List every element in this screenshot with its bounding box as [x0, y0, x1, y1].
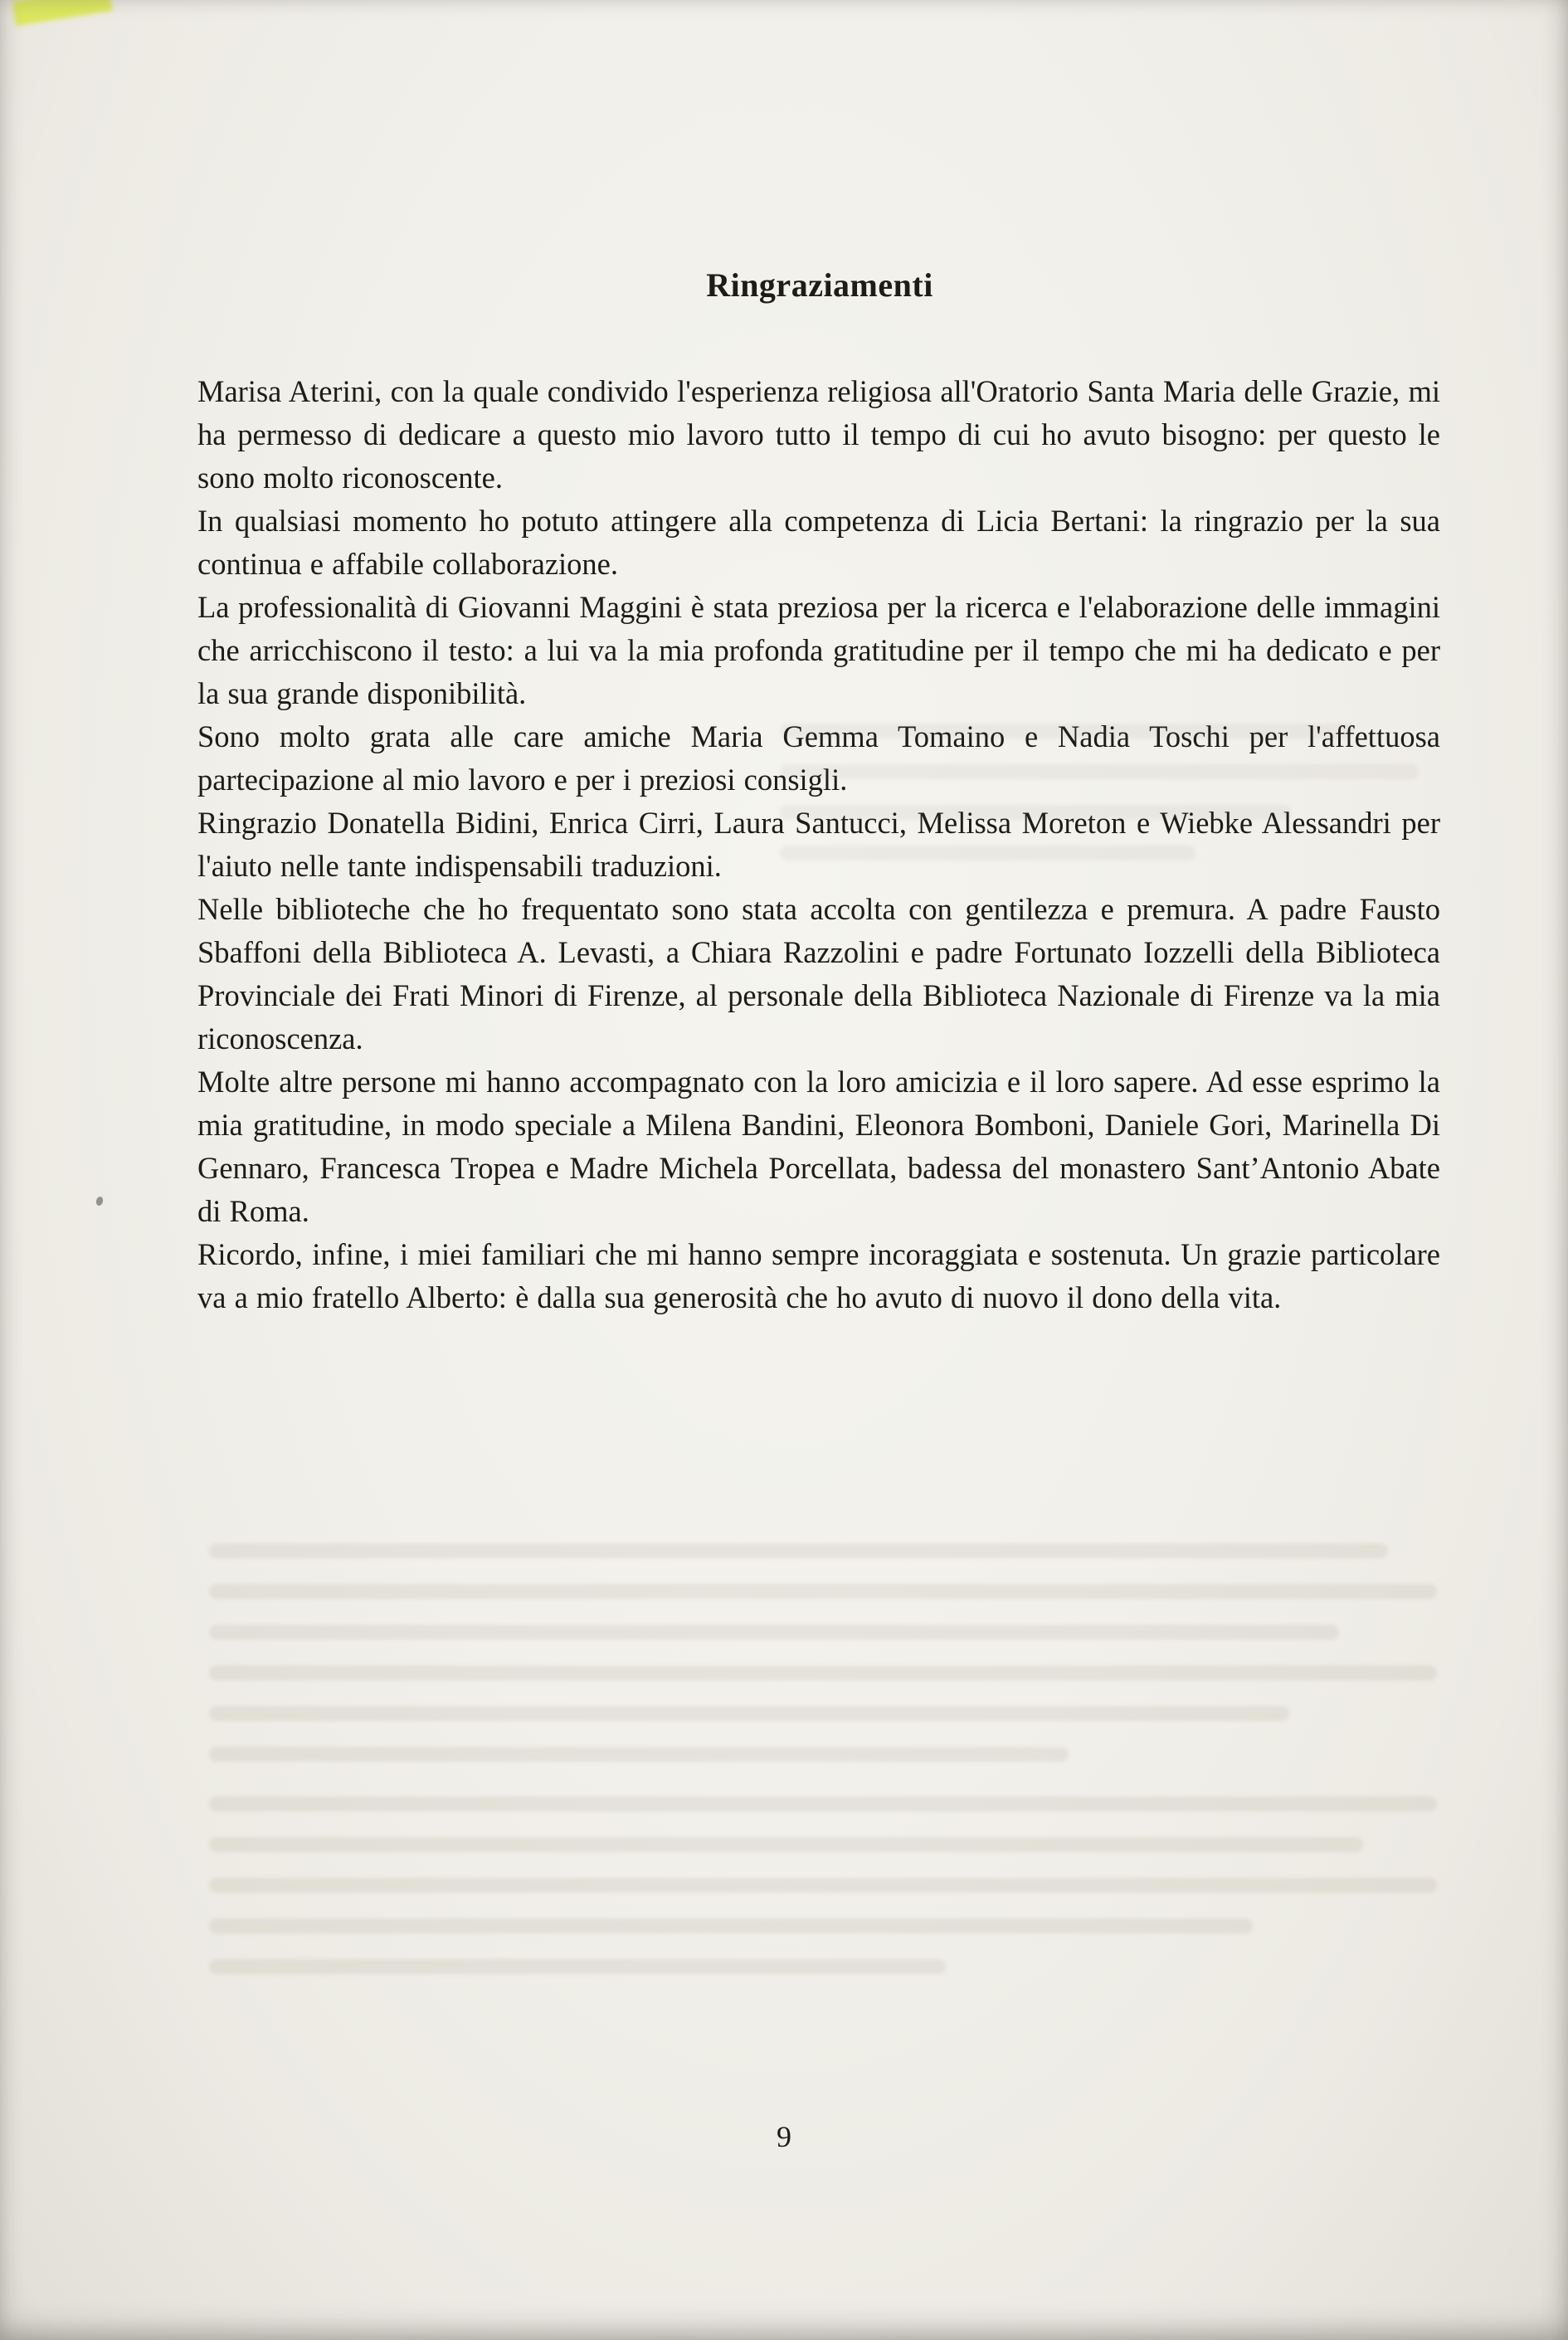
- paragraph: Nelle biblioteche che ho frequentato sono stata accolta con gentilezza e premura. A padre Fausto Sbaffoni della Biblioteca A. Levasti, a Chiara Razzolini e padre Fortunato Iozzelli della Biblioteca Provinciale dei Frati Minori di Firenze, al personale della Biblioteca Nazionale di Firenze va la mia riconoscenza.: [197, 892, 1440, 1055]
- paragraph: Ricordo, infine, i miei familiari che mi hanno sempre incoraggiata e sostenuta. Un grazie particolare va a mio fratello Alberto: è dalla sua generosità che ho avuto di nuovo il dono della vita.: [197, 1237, 1440, 1314]
- ghost-line: [209, 1584, 1437, 1599]
- scanner-edge-artifact: [12, 0, 112, 26]
- paragraph: Molte altre persone mi hanno accompagnato con la loro amicizia e il loro sapere. Ad esse esprimo la mia gratitudine, in modo speciale a Milena Bandini, Eleonora Bomboni, Daniele Gori, Marinella Di Gennaro, Francesca Tropea e Madre Michela Porcellata, badessa del monastero Sant’Antonio Abate di Roma.: [197, 1065, 1440, 1228]
- page-title: Ringraziamenti: [706, 266, 933, 304]
- ghost-line: [209, 1747, 1069, 1762]
- acknowledgments-text: [197, 370, 1440, 1319]
- bleedthrough-ghost-text: [209, 1543, 1437, 2000]
- paragraph: Marisa Aterini, con la quale condivido l'esperienza religiosa all'Oratorio Santa Maria delle Grazie, mi ha permesso di dedicare a questo mio lavoro tutto il tempo di cui ho avuto bisogno: per questo le sono molto riconoscente.: [197, 374, 1440, 495]
- ghost-line: [209, 1796, 1437, 1811]
- ghost-line: [209, 1878, 1437, 1893]
- ghost-line: [209, 1918, 1253, 1933]
- page-number: 9: [777, 2120, 791, 2153]
- paragraph: In qualsiasi momento ho potuto attingere alla competenza di Licia Bertani: la ringrazio per la sua continua e affabile collaborazione.: [197, 504, 1440, 581]
- ghost-line: [209, 1837, 1363, 1852]
- ghost-line: [209, 1706, 1289, 1721]
- ghost-line: [209, 1625, 1339, 1640]
- ink-speck: [95, 1196, 104, 1207]
- paragraph: Ringrazio Donatella Bidini, Enrica Cirri, Laura Santucci, Melissa Moreton e Wiebke Alessandri per l'aiuto nelle tante indispensabili traduzioni.: [197, 806, 1440, 883]
- ghost-line: [209, 1543, 1388, 1558]
- ghost-line: [209, 1959, 946, 1974]
- paragraph: Sono molto grata alle care amiche Maria Gemma Tomaino e Nadia Toschi per l'affettuosa partecipazione al mio lavoro e per i preziosi consigli.: [197, 719, 1440, 797]
- ghost-line: [209, 1665, 1437, 1680]
- paragraph: La professionalità di Giovanni Maggini è stata preziosa per la ricerca e l'elaborazione delle immagini che arricchiscono il testo: a lui va la mia profonda gratitudine per il tempo che mi ha dedicato e per la sua grande disponibilità.: [197, 590, 1440, 710]
